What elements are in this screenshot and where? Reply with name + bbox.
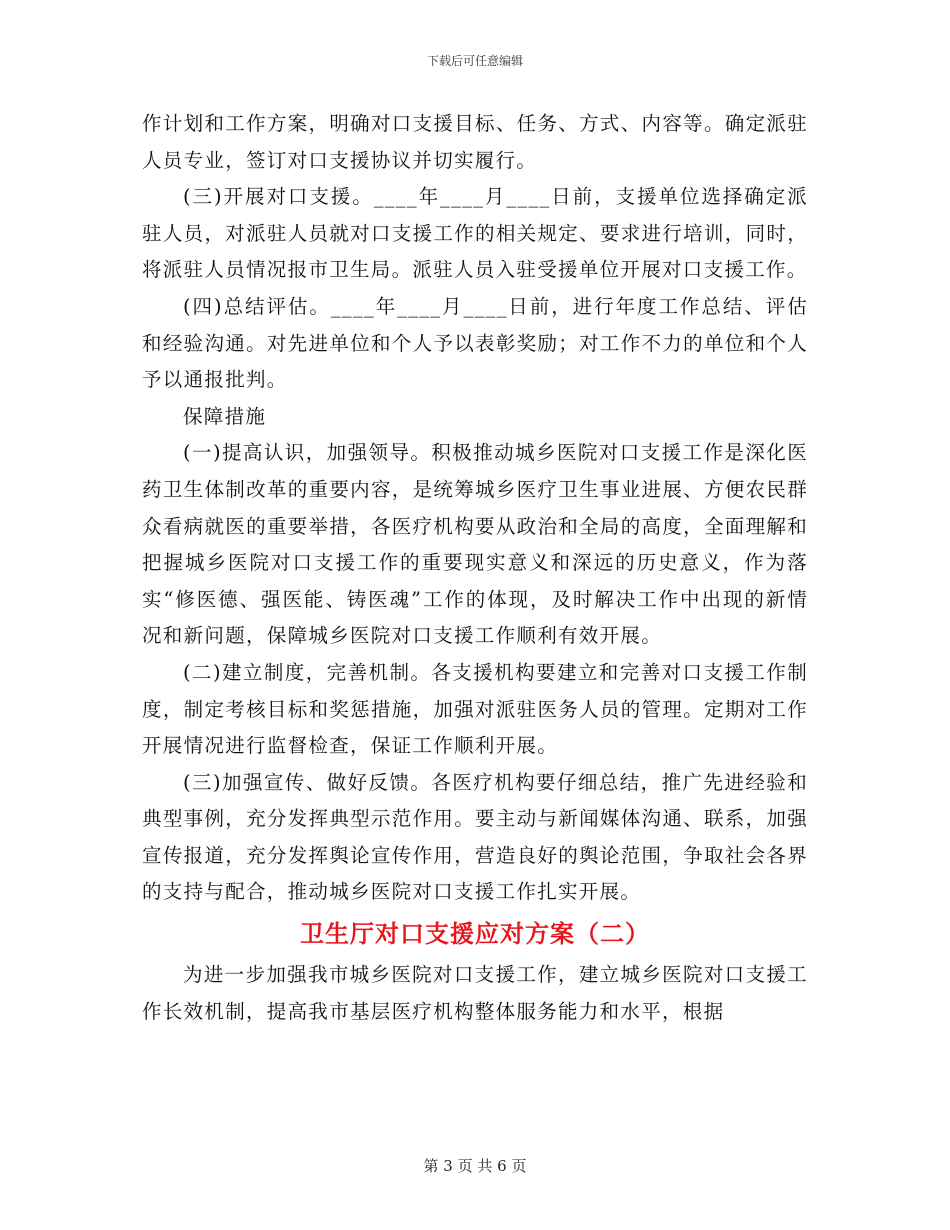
paragraph-carry-out-support: (三)开展对口支援。____年____月____日前，支援单位选择确定派驻人员，对派驻人员就对口支援工作的相关规定、要求进行培训，同时，将派驻人员情况报市卫生局。派驻人员入驻受援单位开展对口支援工作。 [142,185,808,282]
paragraph-publicity-feedback: (三)加强宣传、做好反馈。各医疗机构要仔细总结，推广先进经验和典型事例，充分发挥典型示范作用。要主动与新闻媒体沟通、联系，加强宣传报道，充分发挥舆论宣传作用，营造良好的舆论范围，争取社会各界的支持与配合，推动城乡医院对口支援工作扎实开展。 [142,770,808,904]
section-title: 卫生厅对口支援应对方案（二） [300,919,650,949]
paragraph-intro-second-plan: 为进一步加强我市城乡医院对口支援工作，建立城乡医院对口支援工作长效机制，提高我市基层医疗机构整体服务能力和水平，根据 [142,963,808,1023]
paragraph-establish-system: (二)建立制度，完善机制。各支援机构要建立和完善对口支援工作制度，制定考核目标和奖惩措施，加强对派驻医务人员的管理。定期对工作开展情况进行监督检查，保证工作顺利开展。 [142,660,808,758]
paragraph-raise-awareness: (一)提高认识，加强领导。积极推动城乡医院对口支援工作是深化医药卫生体制改革的重要内容，是统筹城乡医疗卫生事业进展、方便农民群众看病就医的重要举措，各医疗机构要从政治和全局的高度，全面理解和把握城乡医院对口支援工作的重要现实意义和深远的历史意义，作为落实“修医德、强医能、铸医魂”工作的体现，及时解决工作中出现的新情况和新问题，保障城乡医院对口支援工作顺利有效开展。 [142,441,808,648]
section-heading-safeguards: 保障措施 [183,404,267,428]
page-header: 下载后可任意编辑 [426,54,523,68]
page-number-footer: 第 3 页 共 6 页 [423,1157,527,1175]
paragraph-continuation: 作计划和工作方案，明确对口支援目标、任务、方式、内容等。确定派驻人员专业，签订对口支援协议并切实履行。 [142,112,808,172]
document-body [142,106,808,1030]
paragraph-summary-evaluation: (四)总结评估。____年____月____日前，进行年度工作总结、评估和经验沟通。对先进单位和个人予以表彰奖励；对工作不力的单位和个人予以通报批判。 [142,294,808,392]
